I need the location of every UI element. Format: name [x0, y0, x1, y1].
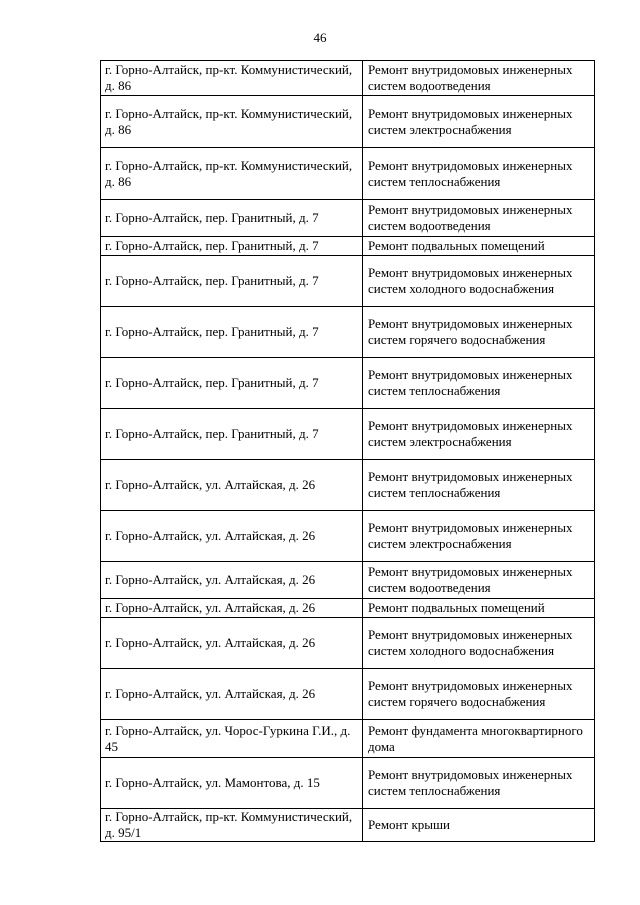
repair-table-body — [101, 61, 595, 842]
table-row — [101, 307, 595, 358]
address-cell: г. Горно-Алтайск, пр-кт. Коммунистический, д. 86 — [101, 148, 363, 200]
address-cell: г. Горно-Алтайск, пр-кт. Коммунистический, д. 95/1 — [101, 809, 363, 842]
table-row — [101, 200, 595, 237]
address-cell: г. Горно-Алтайск, пр-кт. Коммунистический, д. 86 — [101, 96, 363, 148]
address-cell: г. Горно-Алтайск, ул. Алтайская, д. 26 — [101, 599, 363, 618]
page-number: 46 — [313, 30, 327, 45]
work-cell: Ремонт внутридомовых инженерных систем электроснабжения — [363, 409, 595, 460]
work-cell: Ремонт внутридомовых инженерных систем водоотведения — [363, 61, 595, 96]
table-row — [101, 758, 595, 809]
work-cell: Ремонт внутридомовых инженерных систем электроснабжения — [363, 96, 595, 148]
work-cell: Ремонт внутридомовых инженерных систем холодного водоснабжения — [363, 256, 595, 307]
work-cell: Ремонт внутридомовых инженерных систем водоотведения — [363, 562, 595, 599]
address-cell: г. Горно-Алтайск, пер. Гранитный, д. 7 — [101, 409, 363, 460]
work-cell: Ремонт внутридомовых инженерных систем теплоснабжения — [363, 358, 595, 409]
table-row — [101, 409, 595, 460]
address-cell: г. Горно-Алтайск, пер. Гранитный, д. 7 — [101, 358, 363, 409]
work-cell: Ремонт внутридомовых инженерных систем водоотведения — [363, 200, 595, 237]
address-cell: г. Горно-Алтайск, пер. Гранитный, д. 7 — [101, 256, 363, 307]
table-row — [101, 562, 595, 599]
table-row — [101, 618, 595, 669]
work-cell: Ремонт внутридомовых инженерных систем теплоснабжения — [363, 148, 595, 200]
work-cell: Ремонт фундамента многоквартирного дома — [363, 720, 595, 758]
table-row — [101, 148, 595, 200]
address-cell: г. Горно-Алтайск, пр-кт. Коммунистический, д. 86 — [101, 61, 363, 96]
work-cell: Ремонт крыши — [363, 809, 595, 842]
address-cell: г. Горно-Алтайск, пер. Гранитный, д. 7 — [101, 200, 363, 237]
address-cell: г. Горно-Алтайск, ул. Алтайская, д. 26 — [101, 460, 363, 511]
work-cell: Ремонт внутридомовых инженерных систем горячего водоснабжения — [363, 307, 595, 358]
repair-table — [100, 60, 595, 842]
table-row — [101, 669, 595, 720]
work-cell: Ремонт внутридомовых инженерных систем теплоснабжения — [363, 460, 595, 511]
address-cell: г. Горно-Алтайск, ул. Алтайская, д. 26 — [101, 562, 363, 599]
address-cell: г. Горно-Алтайск, ул. Алтайская, д. 26 — [101, 669, 363, 720]
work-cell: Ремонт подвальных помещений — [363, 237, 595, 256]
address-cell: г. Горно-Алтайск, ул. Чорос-Гуркина Г.И., д. 45 — [101, 720, 363, 758]
address-cell: г. Горно-Алтайск, пер. Гранитный, д. 7 — [101, 307, 363, 358]
table-row — [101, 599, 595, 618]
table-row — [101, 511, 595, 562]
work-cell: Ремонт подвальных помещений — [363, 599, 595, 618]
work-cell: Ремонт внутридомовых инженерных систем горячего водоснабжения — [363, 669, 595, 720]
address-cell: г. Горно-Алтайск, пер. Гранитный, д. 7 — [101, 237, 363, 256]
work-cell: Ремонт внутридомовых инженерных систем холодного водоснабжения — [363, 618, 595, 669]
table-row — [101, 720, 595, 758]
address-cell: г. Горно-Алтайск, ул. Алтайская, д. 26 — [101, 618, 363, 669]
address-cell: г. Горно-Алтайск, ул. Алтайская, д. 26 — [101, 511, 363, 562]
table-row — [101, 358, 595, 409]
table-row — [101, 460, 595, 511]
work-cell: Ремонт внутридомовых инженерных систем электроснабжения — [363, 511, 595, 562]
table-row — [101, 809, 595, 842]
work-cell: Ремонт внутридомовых инженерных систем теплоснабжения — [363, 758, 595, 809]
table-row — [101, 237, 595, 256]
table-row — [101, 61, 595, 96]
address-cell: г. Горно-Алтайск, ул. Мамонтова, д. 15 — [101, 758, 363, 809]
table-row — [101, 96, 595, 148]
table-row — [101, 256, 595, 307]
